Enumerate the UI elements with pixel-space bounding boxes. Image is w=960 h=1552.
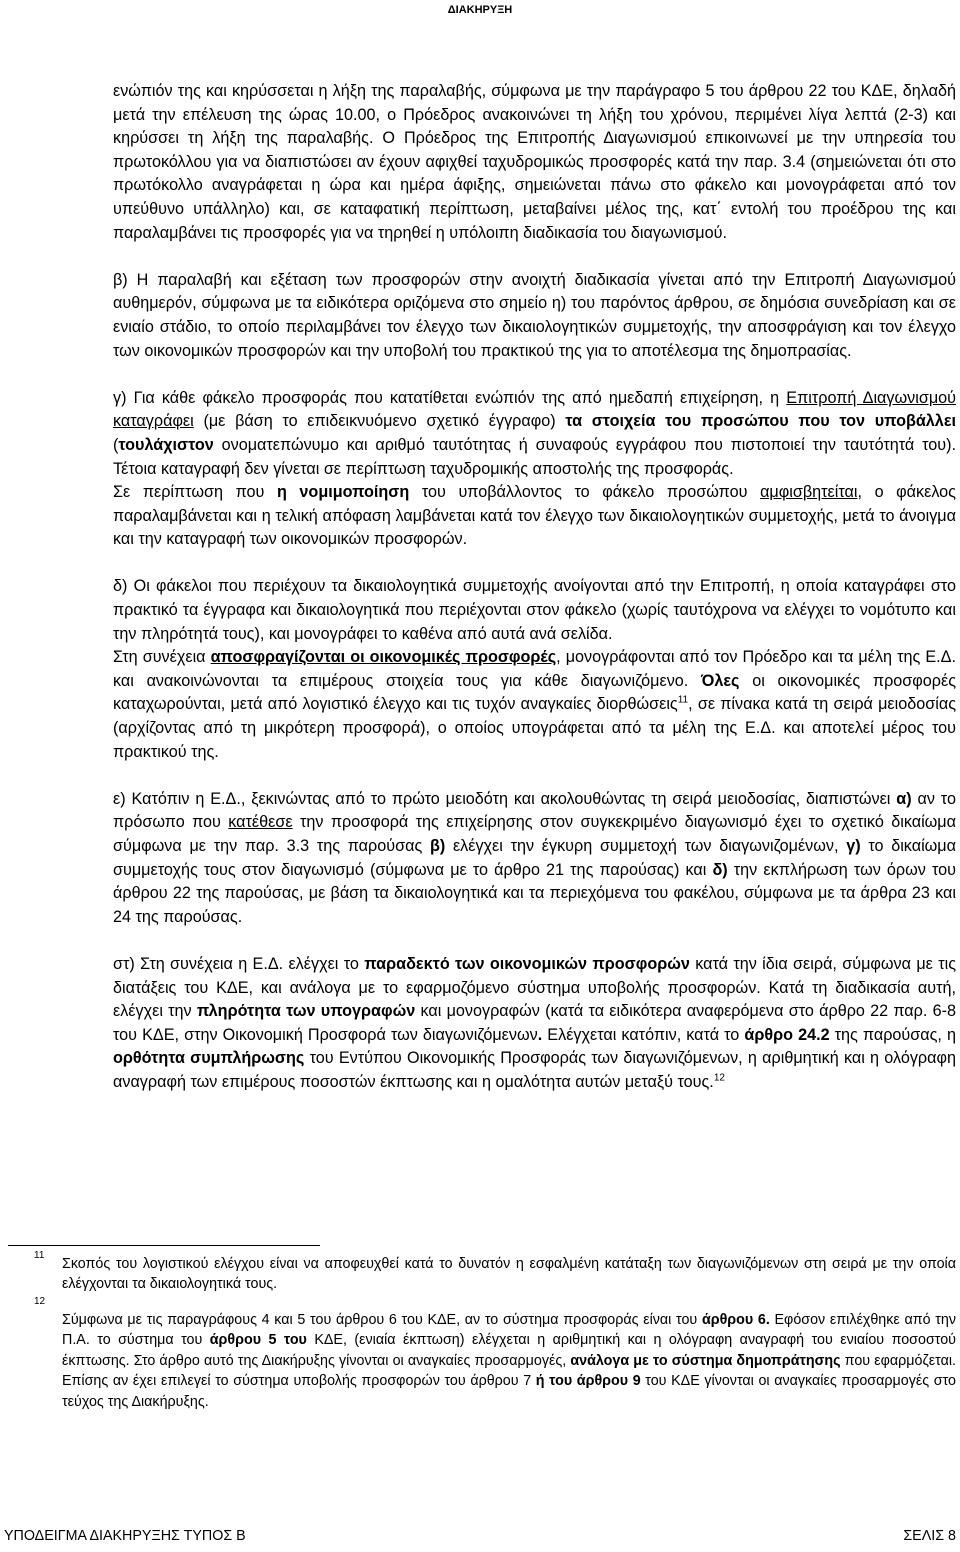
footnote-number-11: 11 [34,1250,45,1261]
footer-page-number: ΣΕΛΙΣ 8 [903,1528,956,1544]
paragraph-financial-offers: Στη συνέχεια αποσφραγίζονται οι οικονομικές προσφορές, μονογράφονται από τον Πρόεδρο και τα μέλη της Ε.Δ. και ανακοινώνονται τα επιμέρους στοιχεία τους για κάθε διαγωνιζόμενο. Όλες οι οικονομικές προσφορές καταχωρούνται, μετά από λογιστικό έλεγχο και τις τυχόν αναγκαίες διορθώσεις$^{11}$, σε πίνακα κατά τη σειρά μειοδοσίας (αρχίζοντας από τη μικρότερη προσφορά), ο οποίος υπογράφεται από τα μέλη της Ε.Δ. και αποτελεί μέρος του πρακτικού της. [113,648,957,761]
paragraph-d: δ) Οι φάκελοι που περιέχουν τα δικαιολογητικά συμμετοχής ανοίγονται από την Επιτροπή, η οποία καταγράφει στο πρακτικό τα έγγραφα και δικαιολογητικά που περιέχονται στον φάκελο (χωρίς ταυτόχρονα να ελέγχει το νομότυπο και την πληρότητά τους), και μονογράφει το καθένα από αυτά ανά σελίδα. [113,577,956,643]
page-header-title: ΔΙΑΚΗΡΥΞΗ [447,4,513,16]
footnote-divider [8,1245,320,1246]
footnote-11: Σκοπός του λογιστικού ελέγχου είναι να αποφευχθεί κατά το δυνατόν η εσφαλμένη κατάταξη των διαγωνιζόμενων στη σειρά με την οποία ελέγχονται τα δικαιολογητικά τους. [62,1256,956,1293]
paragraph-legitimation: Σε περίπτωση που η νομιμοποίηση του υποβάλλοντος το φάκελο προσώπου αμφισβητείται, ο φάκελος παραλαμβάνεται και η τελική απόφαση λαμβάνεται κατά τον έλεγχο των δικαιολογητικών συμμετοχής, μετά το άνοιγμα και την καταγραφή των οικονομικών προσφορών. [113,483,956,549]
paragraph-e: ε) Κατόπιν η Ε.Δ., ξεκινώντας από το πρώτο μειοδότη και ακολουθώντας τη σειρά μειοδοσίας, διαπιστώνει α) αν το πρόσωπο που κατέθεσε την προσφορά της επιχείρησης στον συγκεκριμένο διαγωνισμό έχει το σχετικό δικαίωμα σύμφωνα με την παρ. 3.3 της παρούσας β) ελέγχει την έγκυρη συμμετοχή των διαγωνιζομένων, γ) το δικαίωμα συμμετοχής τους στον διαγωνισμό (σύμφωνα με το άρθρο 21 της παρούσας) και δ) την εκπλήρωση των όρων του άρθρου 22 της παρούσας, με βάση τα δικαιολογητικά και τα περιεχόμενα του φακέλου, σύμφωνα με τα άρθρα 23 και 24 της παρούσας. [113,789,956,926]
paragraph-f: στ) Στη συνέχεια η Ε.Δ. ελέγχει το παραδεκτό των οικονομικών προσφορών κατά την ίδια σειρά, σύμφωνα με τις διατάξεις του ΚΔΕ, και ανάλογα με το εφαρμοζόμενο σύστημα υποβολής προσφορών. Κατά τη διαδικασία αυτή, ελέγχει την πληρότητα των υπογραφών και μονογραφών (κατά τα ειδικότερα αναφερόμενα στο άρθρο 22 παρ. 6-8 του ΚΔΕ, στην Οικονομική Προσφορά των διαγωνιζόμενων. Ελέγχεται κατόπιν, κατά το άρθρο 24.2 της παρούσας, η ορθότητα συμπλήρωσης του Εντύπου Οικονομικής Προσφοράς των διαγωνιζόμενων, η αριθμητική και η ολόγραφη αναγραφή των επιμέρους ποσοστών έκπτωσης και η ομαλότητα αυτών μεταξύ τους.$^{12}$ [113,954,957,1091]
footnote-ref-12: 12 [713,1072,725,1084]
footnote-number-12: 12 [34,1296,46,1307]
footer-document-title: ΥΠΟΔΕΙΓΜΑ ΔΙΑΚΗΡΥΞΗΣ ΤΥΠΟΣ Β [4,1528,246,1544]
paragraph-reception-end: ενώπιόν της και κηρύσσεται η λήξη της παραλαβής, σύμφωνα με την παράγραφο 5 του άρθρου 22 του ΚΔΕ, δηλαδή μετά την επέλευση της ώρας 10.00, ο Πρόεδρος ανακοινώνει τη λήξη του χρόνου, περιμένει λίγα λεπτά (2-3) και κηρύσσει τη λήξη της παραλαβής. Ο Πρόεδρος της Επιτροπής Διαγωνισμού επικοινωνεί με την υπηρεσία του πρωτοκόλλου για να διαπιστώσει αν έχουν αφιχθεί ταχυδρομικώς προσφορές κατά την παρ. 3.4 (σημειώνεται ότι στο πρωτόκολλο αναγράφεται η ώρα και ημέρα άφιξης, σημειώνεται πάνω στο φάκελο και μονογράφεται από τον υπεύθυνο υπάλληλο) και, σε καταφατική περίπτωση, μεταβαίνει μέλος της, κατ΄ εντολή του προέδρου της και παραλαμβάνει τις προσφορές για να τηρηθεί η υπόλοιπη διαδικασία του διαγωνισμού. [113,82,956,242]
paragraph-b: β) Η παραλαβή και εξέταση των προσφορών στην ανοιχτή διαδικασία γίνεται από την Επιτροπή Διαγωνισμού αυθημερόν, σύμφωνα με τα ειδικότερα οριζόμενα στο σημείο η) του παρόντος άρθρου, σε δημόσια συνεδρίαση και σε ενιαίο στάδιο, το οποίο περιλαμβάνει τον έλεγχο των δικαιολογητικών συμμετοχής, την αποσφράγιση και τον έλεγχο των οικονομικών προσφορών και την υποβολή του πρακτικού της για το αποτέλεσμα της δημοπρασίας. [113,270,956,360]
paragraph-c: γ) Για κάθε φάκελο προσφοράς που κατατίθεται ενώπιόν της από ημεδαπή επιχείρηση, η Επιτροπή Διαγωνισμού καταγράφει (με βάση το επιδεικνυόμενο σχετικό έγγραφο) τα στοιχεία του προσώπου που τον υποβάλλει (τουλάχιστον ονοματεπώνυμο και αριθμό ταυτότητας ή συναφούς εγγράφου που πιστοποιεί την ταυτότητά του). Τέτοια καταγραφή δεν γίνεται σε περίπτωση ταχυδρομικής αποστολής της προσφοράς. [113,388,956,478]
footnote-12: Σύμφωνα με τις παραγράφους 4 και 5 του άρθρου 6 του ΚΔΕ, αν το σύστημα προσφοράς είναι του άρθρου 6. Εφόσον επιλέχθηκε από την Π.Α. το σύστημα του άρθρου 5 του ΚΔΕ, (ενιαία έκπτωση) ελέγχεται η αριθμητική και η ολόγραφη αναγραφή του ενιαίου ποσοστού έκπτωσης. Στο άρθρο αυτό της Διακήρυξης γίνονται οι αναγκαίες προσαρμογές, ανάλογα με το σύστημα δημοπράτησης που εφαρμόζεται. Επίσης αν έχει επιλεγεί το σύστημα υποβολής προσφορών του άρθρου 7 ή του άρθρου 9 του ΚΔΕ γίνονται οι αναγκαίες προσαρμογές στο τεύχος της Διακήρυξης. [62,1312,956,1410]
document-body [113,80,956,1095]
footnote-ref-11: 11 [677,695,689,707]
